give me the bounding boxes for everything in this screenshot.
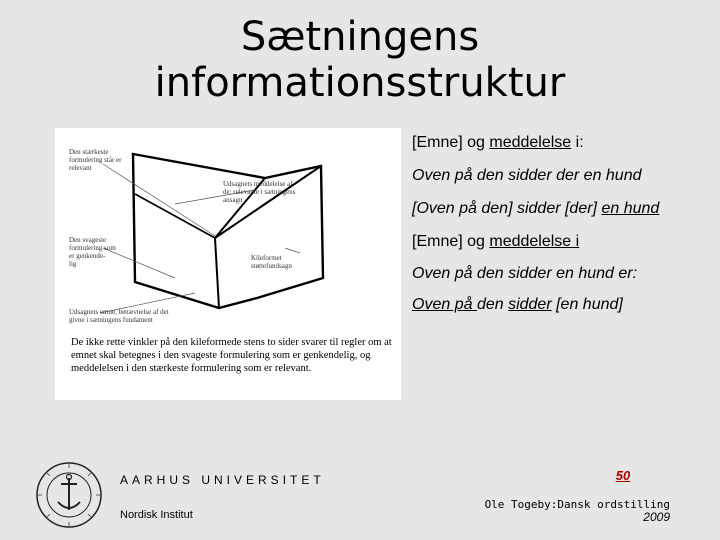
- example-line-5: Oven på den sidder en hund er:: [412, 265, 638, 282]
- example-line-1: [Emne] og meddelelse i:: [412, 134, 584, 151]
- slide-title-line-2: informationsstruktur: [154, 60, 566, 106]
- wedge-diagram: [55, 128, 401, 400]
- university-name: AARHUS UNIVERSITET: [120, 473, 325, 487]
- wedge-edge: [135, 194, 215, 238]
- institute-name: Nordisk Institut: [120, 509, 193, 521]
- example-line-2: Oven på den sidder der en hund: [412, 167, 642, 184]
- wedge-outline: [133, 154, 323, 308]
- slide-title: [0, 14, 720, 106]
- pointer-line: [285, 248, 300, 253]
- example-line-3: [Oven på den] sidder [der] en hund: [412, 200, 660, 217]
- wedge-edge: [215, 238, 219, 308]
- example-line-4: [Emne] og meddelelse i: [412, 233, 580, 250]
- figure-caption: De ikke rette vinkler på den kileformede stens to sider svarer til regler om at emnet skal betegnes i den svageste formulering som er genkendelig, og meddelelsen i den stærkeste formulering som er relevant.: [71, 337, 392, 374]
- footer-author: Ole Togeby:Dansk ordstilling: [484, 498, 670, 511]
- label-wedge-support: Kileformet støttefundsagn: [251, 254, 292, 270]
- slide-title-line-1: Sætningens: [240, 14, 480, 60]
- footer-credits: [485, 498, 670, 524]
- footer-year: 2009: [643, 510, 670, 524]
- label-subject: Udsagnets emne, benævnelse af det givne i sætningens fundament: [69, 308, 169, 324]
- label-weakest-formulation: Den svageste formulering som er genkende- lig: [69, 236, 116, 268]
- label-strongest-formulation: Den stærkeste formulering står er relevant: [69, 148, 122, 172]
- page-number: 50: [615, 468, 631, 483]
- university-seal-icon: [34, 460, 104, 530]
- example-line-6: Oven på den sidder [en hund]: [412, 296, 623, 313]
- label-message: Udsagnets meddelelse af de: relevante i sætningens ansagn: [223, 180, 296, 204]
